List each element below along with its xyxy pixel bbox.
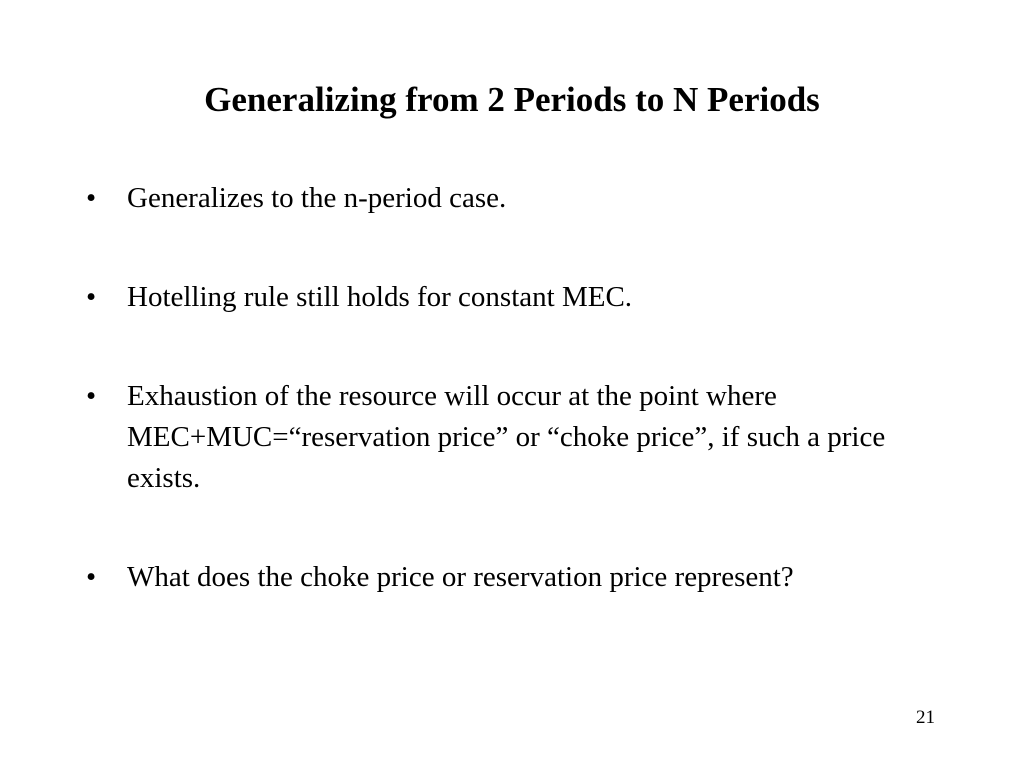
- bullet-text: Generalizes to the n-period case.: [127, 182, 507, 214]
- slide-number: 21: [916, 707, 935, 728]
- bullet-item: [84, 178, 944, 219]
- bullet-text: Hotelling rule still holds for constant MEC.: [127, 281, 633, 313]
- bullet-marker: •: [86, 380, 97, 412]
- bullet-marker: •: [86, 561, 97, 593]
- bullet-list: [84, 178, 944, 656]
- bullet-marker: •: [86, 182, 97, 214]
- bullet-text: Exhaustion of the resource will occur at the point where MEC+MUC=“reservation price” or “choke price”, if such a price exists.: [127, 380, 886, 494]
- bullet-item: [84, 277, 944, 318]
- bullet-marker: •: [86, 281, 97, 313]
- bullet-text: What does the choke price or reservation price represent?: [127, 561, 794, 593]
- bullet-item: [84, 376, 944, 499]
- slide-title: Generalizing from 2 Periods to N Periods: [204, 80, 820, 119]
- bullet-item: [84, 557, 944, 598]
